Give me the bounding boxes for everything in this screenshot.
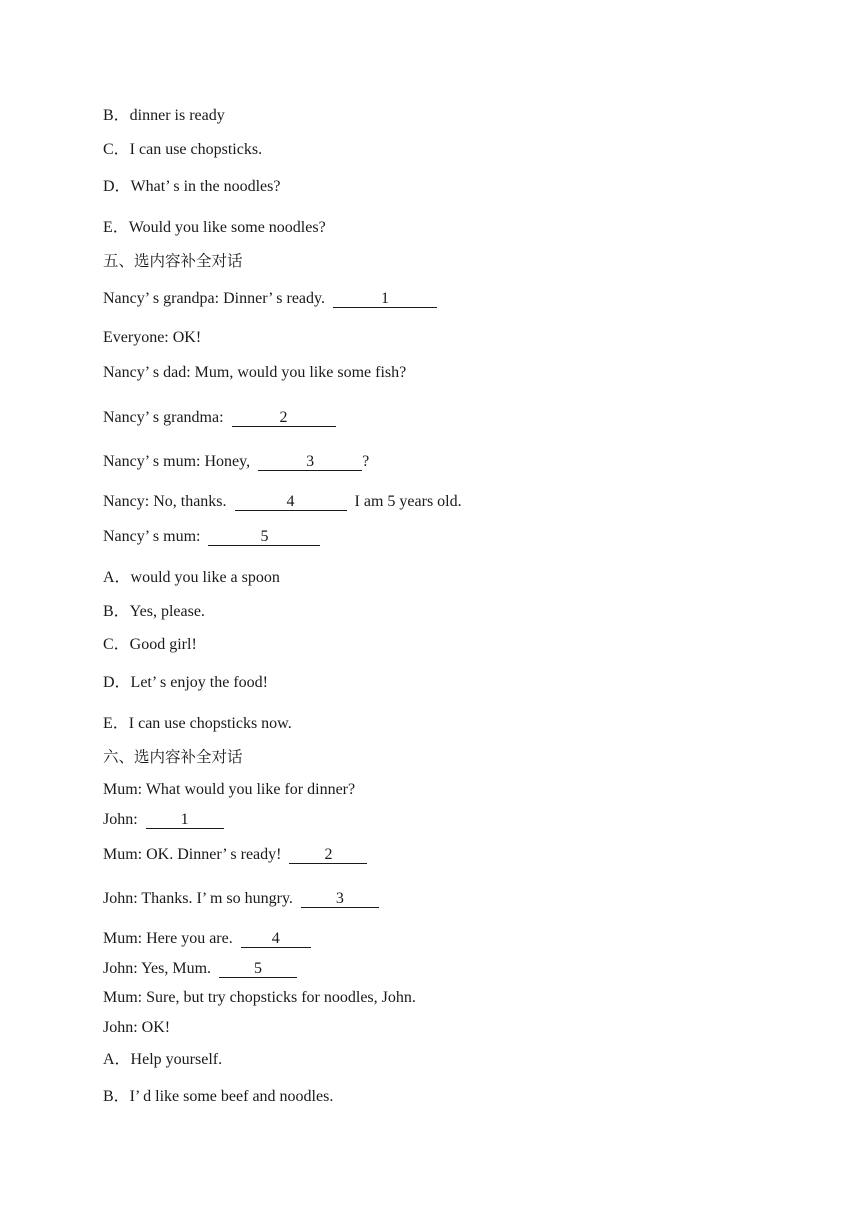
line-text: Nancy’ s mum: Honey, xyxy=(103,453,251,470)
option-d: D．What’ s in the noodles? xyxy=(103,178,281,195)
answer-blank[interactable]: 4 xyxy=(235,493,347,511)
line-text: John: Yes, Mum. xyxy=(103,960,212,977)
option-c: C．Good girl! xyxy=(103,636,197,653)
option-e: E．I can use chopsticks now. xyxy=(103,715,292,732)
line-text: Nancy’ s grandpa: Dinner’ s ready. xyxy=(103,290,325,307)
dialogue-line xyxy=(103,452,369,472)
option-e: E．Would you like some noodles? xyxy=(103,219,326,236)
dialogue-line: Mum: What would you like for dinner? xyxy=(103,781,356,798)
option-a: A．would you like a spoon xyxy=(103,569,280,586)
option-b: B．dinner is ready xyxy=(103,107,225,124)
option-b: B．I’ d like some beef and noodles. xyxy=(103,1088,334,1105)
answer-blank[interactable]: 2 xyxy=(289,846,367,864)
dialogue-line: John: OK! xyxy=(103,1019,171,1036)
line-text: Nancy: No, thanks. xyxy=(103,493,227,510)
line-text: Nancy’ s mum: xyxy=(103,528,201,545)
line-text: Mum: Here you are. xyxy=(103,930,233,947)
option-a: A．Help yourself. xyxy=(103,1051,223,1068)
line-text: Nancy’ s grandma: xyxy=(103,409,224,426)
dialogue-line xyxy=(103,959,297,979)
answer-blank[interactable]: 1 xyxy=(333,290,437,308)
line-text: John: Thanks. I’ m so hungry. xyxy=(103,890,293,907)
answer-blank[interactable]: 3 xyxy=(258,453,362,471)
answer-blank[interactable]: 2 xyxy=(232,409,336,427)
line-text: Mum: OK. Dinner’ s ready! xyxy=(103,846,282,863)
line-text: I am 5 years old. xyxy=(354,493,462,510)
answer-blank[interactable]: 3 xyxy=(301,890,379,908)
dialogue-line xyxy=(103,889,379,909)
dialogue-line xyxy=(103,492,462,512)
answer-blank[interactable]: 5 xyxy=(219,960,297,978)
dialogue-line xyxy=(103,929,311,949)
option-b: B．Yes, please. xyxy=(103,603,205,620)
section-heading: 六、选内容补全对话 xyxy=(103,748,243,766)
dialogue-line xyxy=(103,527,320,547)
dialogue-line: Nancy’ s dad: Mum, would you like some fish? xyxy=(103,364,407,381)
dialogue-line xyxy=(103,408,336,428)
line-text: John: xyxy=(103,811,138,828)
dialogue-line: Mum: Sure, but try chopsticks for noodles, John. xyxy=(103,989,416,1006)
line-text: ? xyxy=(362,453,370,470)
option-c: C．I can use chopsticks. xyxy=(103,141,263,158)
dialogue-line xyxy=(103,810,224,830)
dialogue-line: Everyone: OK! xyxy=(103,329,202,346)
option-d: D．Let’ s enjoy the food! xyxy=(103,674,268,691)
section-heading: 五、选内容补全对话 xyxy=(103,252,243,270)
answer-blank[interactable]: 5 xyxy=(208,528,320,546)
dialogue-line xyxy=(103,289,437,309)
answer-blank[interactable]: 4 xyxy=(241,930,311,948)
answer-blank[interactable]: 1 xyxy=(146,811,224,829)
dialogue-line xyxy=(103,845,367,865)
